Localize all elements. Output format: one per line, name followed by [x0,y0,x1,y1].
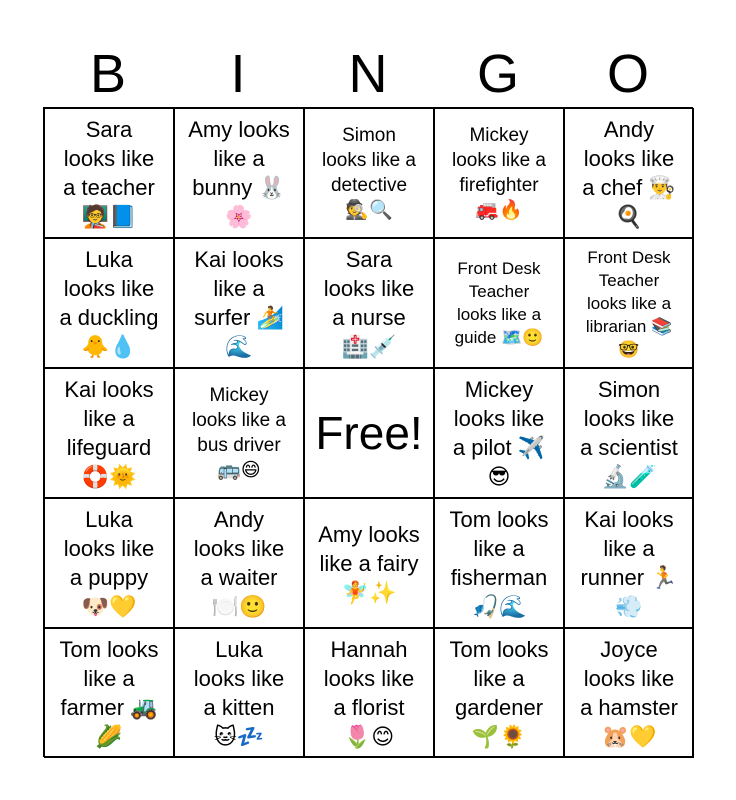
cell-text: Mickey looks like a firefighter 🚒🔥 [452,125,546,221]
bingo-cell[interactable] [434,368,564,498]
cell-text: Simon looks like a scientist 🔬🧪 [580,377,678,489]
cell-text: Luka looks like a puppy 🐶💛 [63,507,155,619]
cell-text: Luka looks like a duckling 🐥💧 [59,247,159,359]
bingo-card [43,107,693,757]
bingo-cell[interactable] [434,238,564,368]
cell-text: Hannah looks like a florist 🌷😊 [323,637,415,749]
bingo-cell[interactable] [434,108,564,238]
bingo-cell[interactable] [174,238,304,368]
bingo-cell[interactable] [44,498,174,628]
header-letter-g: G [476,44,519,104]
cell-text: Sara looks like a teacher 🧑‍🏫📘 [63,117,155,229]
cell-text: Simon looks like a detective 🕵️🔍 [322,125,416,221]
bingo-cell[interactable] [44,368,174,498]
bingo-cell[interactable] [44,238,174,368]
free-space-text: Free! [315,407,423,459]
cell-text: Kai looks like a surfer 🏄 🌊 [194,247,284,359]
cell-text: Mickey looks like a pilot ✈️ 😎 [452,377,546,489]
bingo-cell[interactable] [44,108,174,238]
cell-text: Kai looks like a lifeguard 🛟🌞 [64,377,154,489]
bingo-cell[interactable] [564,238,694,368]
cell-text: Mickey looks like a bus driver 🚌😄 [192,385,286,481]
cell-text: Andy looks like a waiter 🍽️🙂 [193,507,285,619]
free-space[interactable] [304,368,434,498]
bingo-cell[interactable] [434,498,564,628]
cell-text: Tom looks like a fisherman 🎣🌊 [449,507,549,619]
bingo-cell[interactable] [564,628,694,758]
bingo-cell[interactable] [174,108,304,238]
cell-text: Tom looks like a farmer 🚜 🌽 [59,637,159,749]
bingo-cell[interactable] [564,368,694,498]
bingo-cell[interactable] [44,628,174,758]
bingo-cell[interactable] [174,368,304,498]
cell-text: Andy looks like a chef 👨‍🍳 🍳 [582,117,676,229]
header-letter-i: I [230,44,246,104]
bingo-cell[interactable] [304,498,434,628]
cell-text: Joyce looks like a hamster 🐹💛 [580,637,678,749]
cell-text: Luka looks like a kitten 🐱💤 [193,637,285,749]
bingo-cell[interactable] [174,498,304,628]
cell-text: Front Desk Teacher looks like a guide 🗺️🙂 [454,259,544,347]
bingo-cell[interactable] [564,108,694,238]
bingo-cell[interactable] [304,108,434,238]
header-letter-o: O [606,44,649,104]
header-letter-n: N [348,44,388,104]
bingo-cell[interactable] [174,628,304,758]
header-letter-b: B [89,44,127,104]
cell-text: Kai looks like a runner 🏃 💨 [580,507,678,619]
bingo-header [43,40,693,108]
bingo-cell[interactable] [304,238,434,368]
cell-text: Amy looks like a fairy 🧚✨ [318,521,420,605]
bingo-cell[interactable] [434,628,564,758]
cell-text: Sara looks like a nurse 🏥💉 [323,247,415,359]
bingo-cell[interactable] [304,628,434,758]
bingo-cell[interactable] [564,498,694,628]
cell-text: Amy looks like a bunny 🐰 🌸 [188,117,290,229]
cell-text: Tom looks like a gardener 🌱🌻 [449,637,549,749]
cell-text: Front Desk Teacher looks like a librarian 📚 🤓 [585,247,673,359]
